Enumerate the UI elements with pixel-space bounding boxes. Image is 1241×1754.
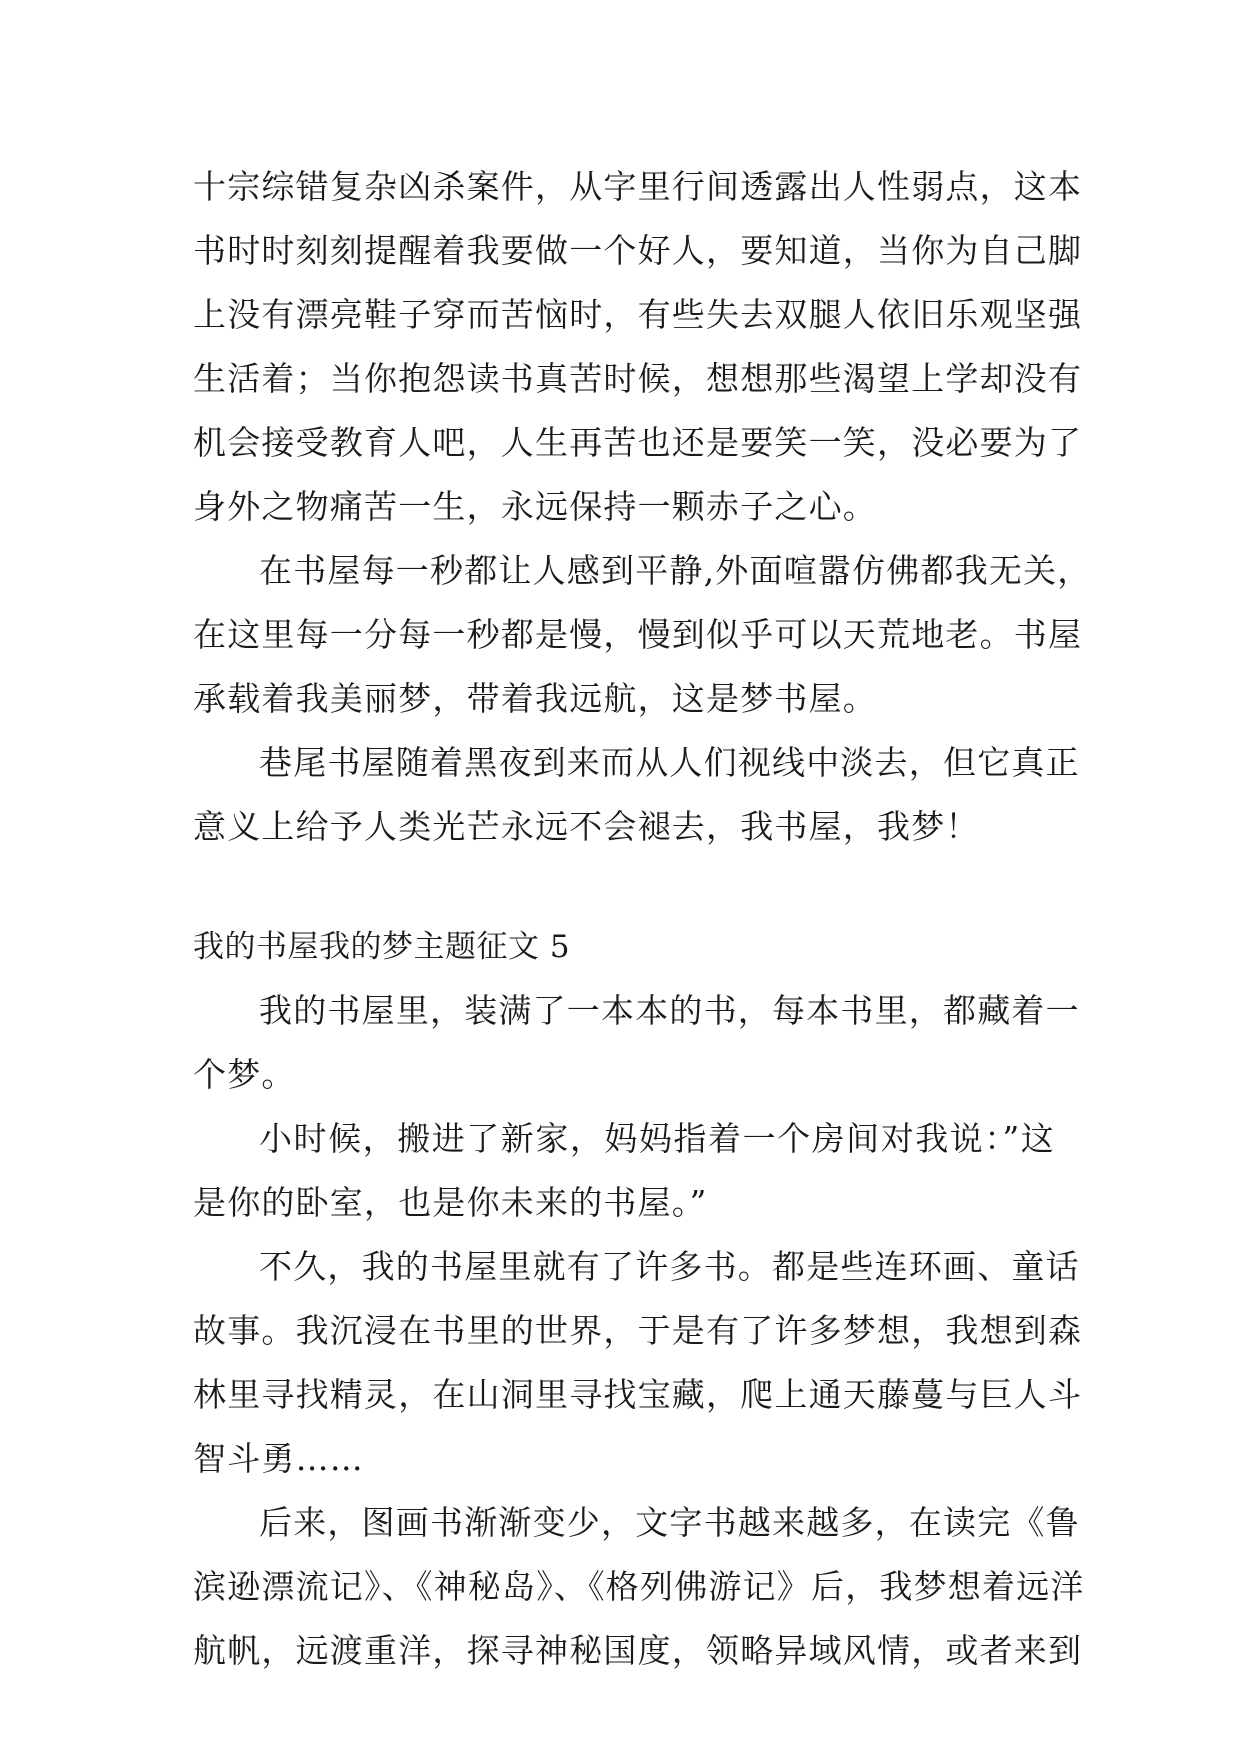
text-line: 巷尾书屋随着黑夜到来而从人们视线中淡去，但它真正 xyxy=(259,743,1080,782)
text-line: 意义上给予人类光芒永远不会褪去，我书屋，我梦！ xyxy=(193,807,980,846)
paragraph xyxy=(193,1491,1085,1683)
paragraph xyxy=(193,1235,1083,1491)
text-line: 后来，图画书渐渐变少，文字书越来越多，在读完《鲁 xyxy=(259,1503,1080,1542)
text-line: 上没有漂亮鞋子穿而苦恼时，有些失去双腿人依旧乐观坚强 xyxy=(193,295,1083,334)
text-line: 承载着我美丽梦，带着我远航，这是梦书屋。 xyxy=(193,679,877,718)
section-heading: 我的书屋我的梦主题征文 5 xyxy=(193,929,571,965)
text-line: 林里寻找精灵，在山洞里寻找宝藏，爬上通天藤蔓与巨人斗 xyxy=(193,1375,1083,1414)
text-line: 智斗勇…… xyxy=(193,1439,364,1478)
text-line: 在书屋每一秒都让人感到平静,外面喧嚣仿佛都我无关， xyxy=(259,551,1092,590)
text-line: 身外之物痛苦一生，永远保持一颗赤子之心。 xyxy=(193,487,877,526)
paragraph xyxy=(193,539,1092,731)
text-line: 我的书屋里，装满了一本本的书，每本书里，都藏着一 xyxy=(259,991,1080,1030)
text-line: 滨逊漂流记》、《神秘岛》、《格列佛游记》后，我梦想着远洋 xyxy=(193,1567,1085,1606)
text-line: 机会接受教育人吧，人生再苦也还是要笑一笑，没必要为了 xyxy=(193,423,1083,462)
text-line: 是你的卧室，也是你未来的书屋。” xyxy=(193,1183,708,1222)
text-line: 生活着；当你抱怨读书真苦时候，想想那些渴望上学却没有 xyxy=(193,359,1083,398)
text-line: 不久，我的书屋里就有了许多书。都是些连环画、童话 xyxy=(259,1247,1080,1286)
text-line: 故事。我沉浸在书里的世界，于是有了许多梦想，我想到森 xyxy=(193,1311,1083,1350)
text-line: 书时时刻刻提醒着我要做一个好人，要知道，当你为自己脚 xyxy=(193,231,1083,270)
text-line: 十宗综错复杂凶杀案件，从字里行间透露出人性弱点，这本 xyxy=(193,167,1083,206)
text-line: 航帆，远渡重洋，探寻神秘国度，领略异域风情，或者来到 xyxy=(193,1631,1083,1670)
paragraph xyxy=(193,731,1080,859)
text-line: 小时候，搬进了新家，妈妈指着一个房间对我说：”这 xyxy=(259,1119,1055,1158)
text-line: 在这里每一分每一秒都是慢，慢到似乎可以天荒地老。书屋 xyxy=(193,615,1083,654)
section-spacer xyxy=(193,859,1055,915)
paragraph xyxy=(193,979,1080,1107)
paragraph xyxy=(193,1107,1055,1235)
text-line: 个梦。 xyxy=(193,1055,296,1094)
paragraph xyxy=(193,155,1083,539)
document-page xyxy=(193,155,1092,1683)
